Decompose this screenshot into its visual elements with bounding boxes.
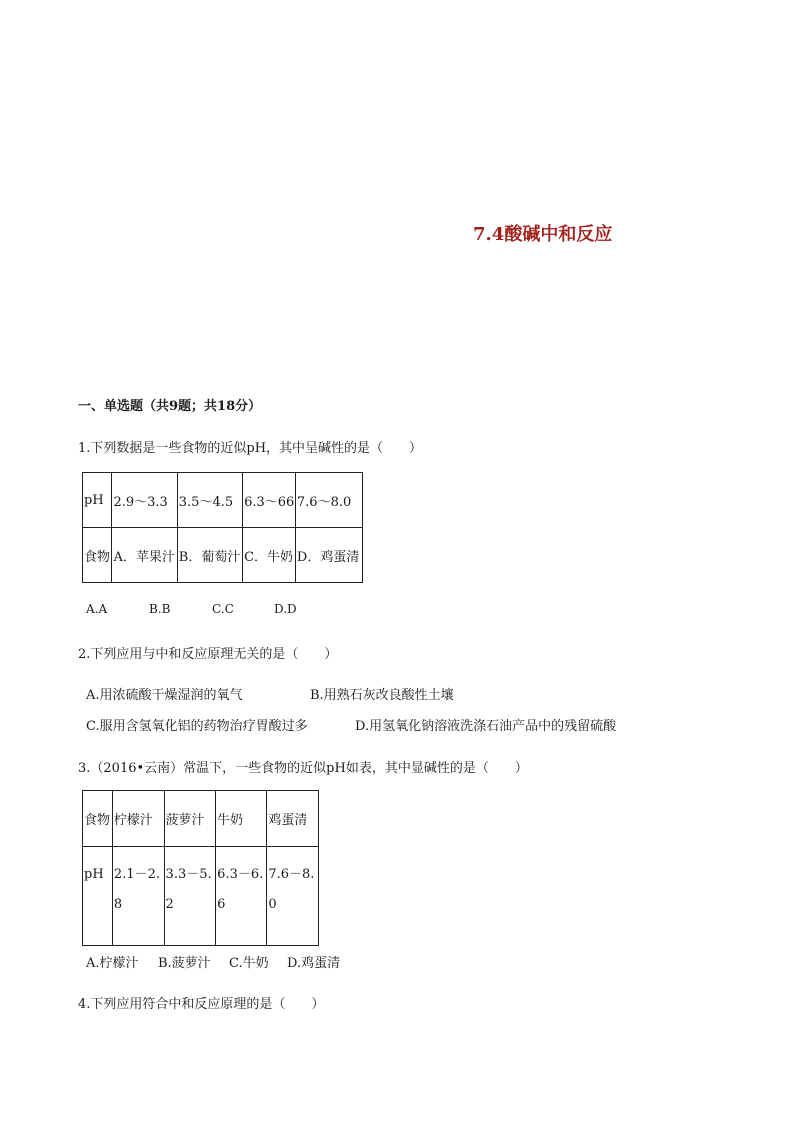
table-cell: 鸡蛋清 bbox=[267, 791, 319, 847]
table-cell: B．葡萄汁 bbox=[177, 528, 242, 583]
question-2-stem: 2.下列应用与中和反应原理无关的是（ ） bbox=[78, 647, 338, 662]
table-cell: 牛奶 bbox=[216, 791, 267, 847]
table-cell: 2.1－2.8 bbox=[112, 847, 164, 946]
document-title: 7.4酸碱中和反应 bbox=[473, 224, 613, 245]
q2-option-d[interactable]: D.用氢氧化钠溶液洗涤石油产品中的残留硫酸 bbox=[355, 719, 617, 734]
question-3-stem: 3.（2016•云南）常温下，一些食物的近似pH如表，其中显碱性的是（ ） bbox=[78, 761, 528, 776]
question-4-stem: 4.下列应用符合中和反应原理的是（ ） bbox=[78, 997, 325, 1012]
question-3-table bbox=[82, 790, 319, 946]
table-cell: pH bbox=[83, 847, 113, 946]
question-1-stem: 1.下列数据是一些食物的近似pH，其中呈碱性的是（ ） bbox=[78, 441, 423, 456]
table-cell: pH bbox=[83, 473, 112, 528]
q1-option-a[interactable]: A.A bbox=[86, 602, 108, 616]
table-row bbox=[83, 847, 319, 946]
table-cell: 2.9～3.3 bbox=[112, 473, 177, 528]
q3-option-d[interactable]: D.鸡蛋清 bbox=[287, 956, 341, 971]
table-cell: 3.5～4.5 bbox=[177, 473, 242, 528]
table-cell: 菠萝汁 bbox=[164, 791, 216, 847]
q1-option-b[interactable]: B.B bbox=[149, 602, 171, 616]
table-cell: A．苹果汁 bbox=[112, 528, 177, 583]
question-1-table bbox=[82, 472, 363, 583]
q3-option-a[interactable]: A.柠檬汁 bbox=[86, 956, 139, 971]
q2-option-b[interactable]: B.用熟石灰改良酸性土壤 bbox=[310, 688, 454, 703]
table-cell: 6.3－6.6 bbox=[216, 847, 267, 946]
q2-option-a[interactable]: A.用浓硫酸干燥湿润的氧气 bbox=[86, 688, 243, 703]
section-heading: 一、单选题（共9题；共18分） bbox=[78, 399, 262, 414]
table-cell: 柠檬汁 bbox=[112, 791, 164, 847]
table-cell: D．鸡蛋清 bbox=[295, 528, 362, 583]
q3-option-b[interactable]: B.菠萝汁 bbox=[158, 956, 211, 971]
table-cell: 食物 bbox=[83, 791, 113, 847]
table-cell: 食物 bbox=[83, 528, 112, 583]
table-cell: C．牛奶 bbox=[243, 528, 296, 583]
q1-option-d[interactable]: D.D bbox=[274, 602, 297, 616]
table-cell: 7.6－8.0 bbox=[267, 847, 319, 946]
table-cell: 7.6～8.0 bbox=[295, 473, 362, 528]
table-cell: 3.3－5.2 bbox=[164, 847, 216, 946]
table-row bbox=[83, 528, 363, 583]
q2-option-c[interactable]: C.服用含氢氧化铝的药物治疗胃酸过多 bbox=[86, 719, 308, 734]
table-cell: 6.3～66 bbox=[243, 473, 296, 528]
table-row bbox=[83, 473, 363, 528]
table-row bbox=[83, 791, 319, 847]
q3-option-c[interactable]: C.牛奶 bbox=[229, 956, 269, 971]
q1-option-c[interactable]: C.C bbox=[212, 602, 234, 616]
